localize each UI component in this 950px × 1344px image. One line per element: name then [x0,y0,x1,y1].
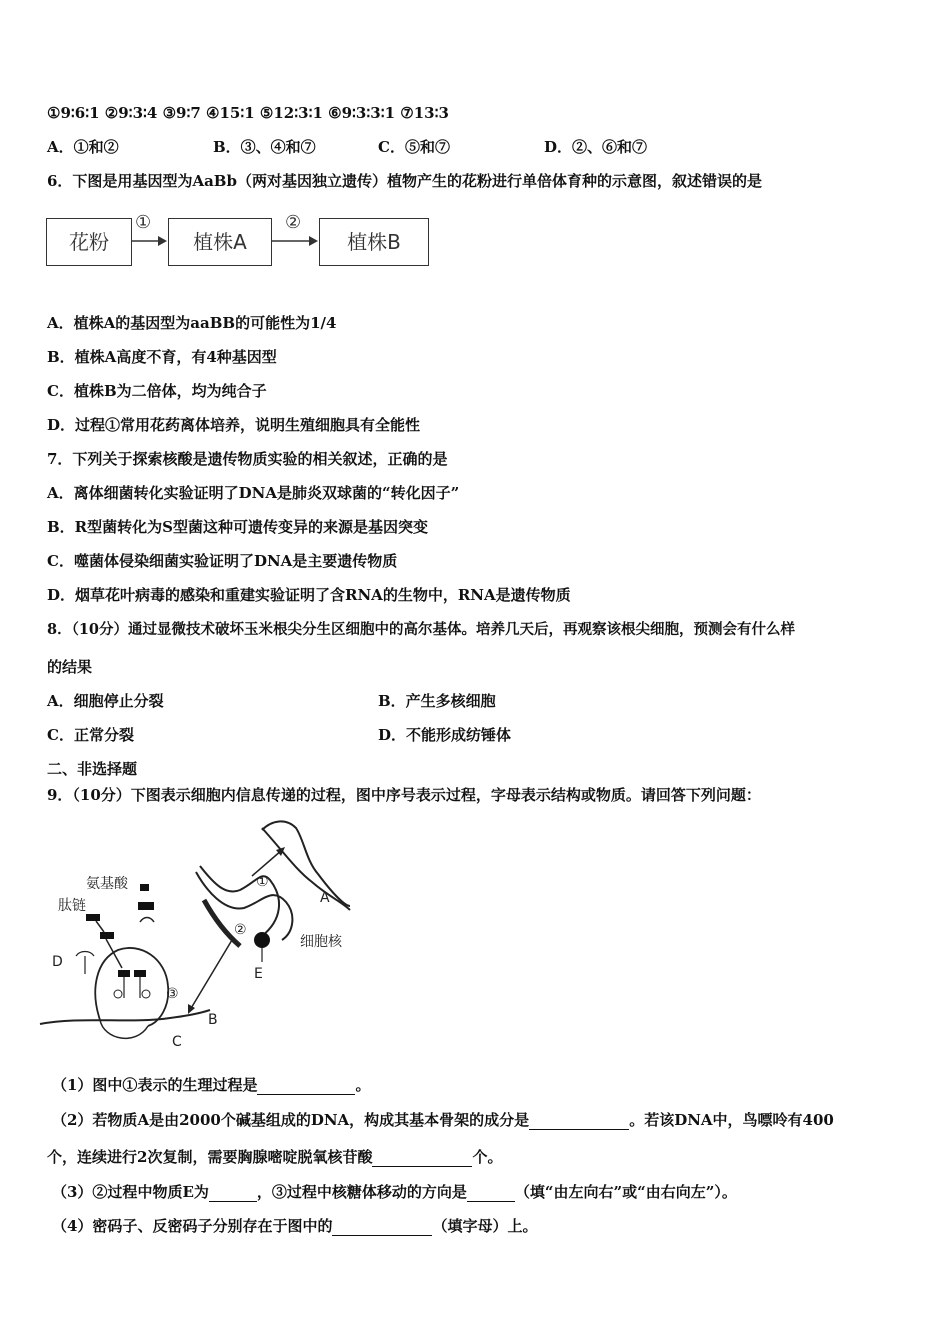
peptide-link-2 [96,921,104,932]
q9-sub3-blank1[interactable] [209,1185,257,1202]
q6-step-2-label: ② [285,212,302,233]
q6-option-b[interactable]: B．植株A高度不育，有4种基因型 [47,348,277,366]
peptide-block-2 [86,914,100,921]
q8-stem-line2: 的结果 [47,658,93,676]
peptide-link [106,939,122,968]
label-process-3: ③ [166,986,179,1002]
q5-option-b[interactable]: B．③、④和⑦ [213,138,316,156]
amino-acid-block-1 [118,970,130,977]
q6-option-c[interactable]: C．植株B为二倍体，均为纯合子 [47,382,267,400]
arrow-process-1 [252,850,282,876]
q8-option-c[interactable]: C．正常分裂 [47,726,134,744]
ribosome-outline [95,948,168,1026]
label-process-2: ② [234,922,247,938]
free-trna [140,918,154,923]
q8-option-d[interactable]: D．不能形成纺锤体 [378,726,512,744]
q9-sub2b-end: 个。 [472,1148,503,1166]
rna-polymerase-e [254,932,270,948]
q9-sub4-end: （填字母）上。 [432,1217,538,1235]
mrna-b [40,1010,210,1024]
q9-sub2-blank2[interactable] [372,1150,472,1167]
q7-option-c[interactable]: C．噬菌体侵染细菌实验证明了DNA是主要遗传物质 [47,552,398,570]
q9-sub2a-end: 。若该DNA中，鸟嘌呤有400 [629,1111,834,1129]
label-c: C [172,1034,182,1050]
q5-option-d[interactable]: D．②、⑥和⑦ [544,138,648,156]
label-peptide: 肽链 [58,898,86,914]
q6-box-plant-b: 植株B [319,218,429,266]
q9-sub2b [47,1147,502,1167]
arrow-head-1 [158,236,167,246]
q5-option-c[interactable]: C．⑤和⑦ [378,138,450,156]
q9-sub1-blank[interactable] [257,1078,355,1095]
q8-option-b[interactable]: B．产生多核细胞 [378,692,496,710]
trna-d [76,952,94,975]
label-d: D [52,954,63,970]
section-heading: 二、非选择题 [47,760,138,778]
q9-figure [0,810,400,1060]
q8-option-a[interactable]: A．细胞停止分裂 [47,692,164,710]
q5-ratio-list: ①9∶6∶1 ②9∶3∶4 ③9∶7 ④15∶1 ⑤12∶3∶1 ⑥9∶3∶3∶1 ⑦13∶3 [47,104,449,122]
q9-sub2b-text: 个，连续进行2次复制，需要胸腺嘧啶脱氧核苷酸 [47,1148,373,1166]
q9-sub3-blank2[interactable] [467,1185,515,1202]
dna-strand-2 [262,821,350,906]
q7-option-b[interactable]: B．R型菌转化为S型菌这种可遗传变异的来源是基因突变 [47,518,428,536]
q9-sub2a [52,1110,834,1130]
q6-option-d[interactable]: D．过程①常用花药离体培养，说明生殖细胞具有全能性 [47,416,421,434]
free-amino-acid-1 [140,884,149,891]
ribosome-bottom [100,1020,148,1038]
arrow-to-cytoplasm [190,940,232,1010]
q9-sub1 [52,1075,370,1095]
q6-box-plant-a: 植株A [168,218,272,266]
q8-stem-line1: 8．（10分）通过显微技术破坏玉米根尖分生区细胞中的高尔基体。培养几天后，再观察该根尖细胞，预测会有什么样 [47,621,796,638]
amino-acid-block-2 [134,970,146,977]
q7-option-d[interactable]: D．烟草花叶病毒的感染和重建实验证明了含RNA的生物中，RNA是遗传物质 [47,586,571,604]
arrow-head-2 [309,236,318,246]
free-amino-acid-2 [138,902,154,910]
q6-stem: 6．下图是用基因型为AaBb（两对基因独立遗传）植物产生的花粉进行单倍体育种的示意图，叙述错误的是 [47,172,762,190]
q9-sub4 [52,1216,537,1236]
q6-option-a[interactable]: A．植株A的基因型为aaBB的可能性为1/4 [47,314,337,332]
peptide-block-1 [100,932,114,939]
q9-sub4-text: （4）密码子、反密码子分别存在于图中的 [52,1217,333,1235]
q7-stem: 7．下列关于探索核酸是遗传物质实验的相关叙述，正确的是 [47,450,448,468]
q9-sub2-blank1[interactable] [529,1113,629,1130]
q9-sub3-end: （填“由左向右”或“由右向左”）。 [514,1183,737,1201]
label-b: B [208,1012,218,1028]
label-e: E [254,966,263,982]
trna-loop-1 [114,990,122,998]
q9-sub2a-text: （2）若物质A是由2000个碱基组成的DNA，构成其基本骨架的成分是 [52,1111,530,1129]
label-amino-acid: 氨基酸 [86,876,128,892]
label-process-1: ① [256,874,269,890]
q6-step-1-label: ① [135,212,152,233]
q6-box-pollen: 花粉 [46,218,132,266]
q7-option-a[interactable]: A．离体细菌转化实验证明了DNA是肺炎双球菌的“转化因子” [47,484,460,502]
q9-sub3 [52,1182,737,1202]
q6-arrows [0,0,950,300]
q9-sub4-blank[interactable] [332,1219,432,1236]
q9-sub3-text: （3）②过程中物质E为 [52,1183,209,1201]
label-a: A [320,890,330,906]
q9-sub1-end: 。 [355,1076,371,1094]
q9-sub1-text: （1）图中①表示的生理过程是 [52,1076,258,1094]
q9-stem: 9．（10分）下图表示细胞内信息传递的过程，图中序号表示过程，字母表示结构或物质。请回答下列问题： [47,786,761,804]
q5-option-a[interactable]: A．①和② [47,138,119,156]
q9-sub3-mid: ，③过程中核糖体移动的方向是 [256,1183,467,1201]
arrow-head-cytoplasm [188,1004,195,1014]
label-nucleus: 细胞核 [300,934,342,950]
trna-loop-2 [142,990,150,998]
